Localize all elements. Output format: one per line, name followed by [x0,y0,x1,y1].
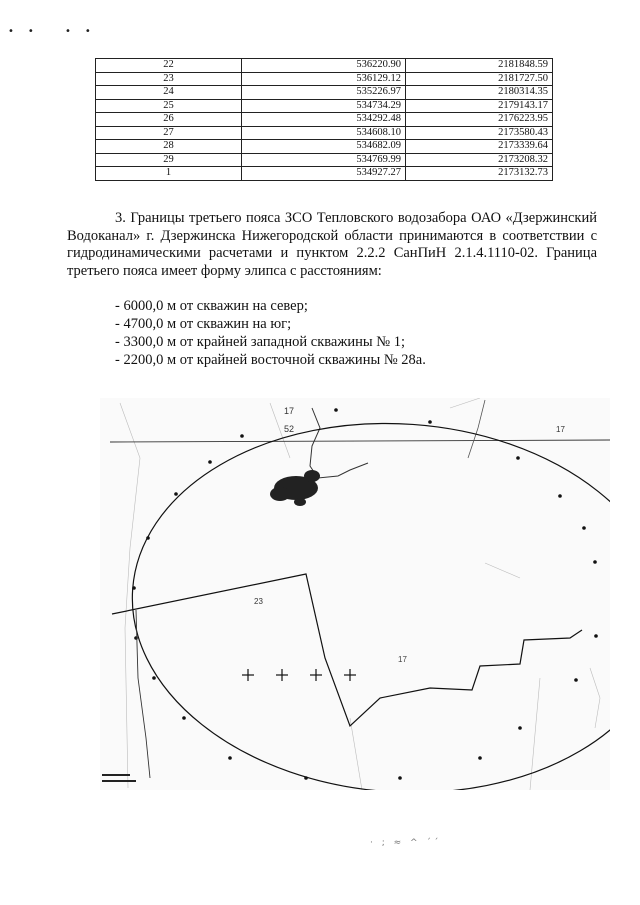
table-row [96,72,553,86]
table-cell-num: 24 [96,86,242,100]
table-cell-x: 536220.90 [242,59,406,73]
table-row [96,153,553,167]
table-cell-x: 534682.09 [242,140,406,154]
bottom-scribble: · ; ≈ ^ ´´ [370,838,442,848]
table-cell-num: 1 [96,167,242,181]
table-cell-y: 2173132.73 [406,167,553,181]
table-row [96,99,553,113]
table-cell-x: 536129.12 [242,72,406,86]
table-row [96,126,553,140]
zone-map-drawing [100,398,610,790]
table-cell-x: 534292.48 [242,113,406,127]
distance-item-north: - 6000,0 м от скважин на север; [115,298,308,314]
table-cell-y: 2173208.32 [406,153,553,167]
distance-item-south: - 4700,0 м от скважин на юг; [115,316,292,332]
table-cell-num: 23 [96,72,242,86]
table-cell-x: 534927.27 [242,167,406,181]
map-label-23: 23 [254,597,263,606]
distance-item-east: - 2200,0 м от крайней восточной скважины № 28а. [115,352,426,368]
map-label-17-center: 17 [398,655,407,664]
map-label-17-top: 17 [284,406,295,416]
distance-item-west: - 3300,0 м от крайней западной скважины № 1; [115,334,405,350]
table-cell-y: 2181727.50 [406,72,553,86]
map-label-52: 52 [284,424,295,434]
table-cell-x: 535226.97 [242,86,406,100]
table-row [96,167,553,181]
table-cell-num: 25 [96,99,242,113]
map-label-17-right: 17 [556,425,565,434]
coordinates-table [95,58,553,181]
table-row [96,86,553,100]
zone-boundary-paragraph [67,210,597,280]
table-cell-y: 2179143.17 [406,99,553,113]
table-cell-y: 2181848.59 [406,59,553,73]
table-cell-x: 534608.10 [242,126,406,140]
table-cell-y: 2176223.95 [406,113,553,127]
table-cell-y: 2173580.43 [406,126,553,140]
table-cell-num: 28 [96,140,242,154]
map-background [100,398,610,790]
table-cell-num: 29 [96,153,242,167]
table-row [96,113,553,127]
paragraph-text: 3. Границы третьего пояса ЗСО Тепловского водозабора ОАО «Дзержинский Водоканал» г. Дзержинска Нижегородской области принимаются в соответствии с гидродинамическими расчетами и пунктом 2.2.2 СанПиН 2.1.4.1110-02. Граница третьего пояса имеет форму элипса с расстояниям: [67,210,597,279]
table-cell-x: 534734.29 [242,99,406,113]
distance-list [115,297,426,369]
table-cell-num: 22 [96,59,242,73]
corner-marks: •• •• [8,26,105,37]
table-cell-y: 2173339.64 [406,140,553,154]
zone-map [100,398,610,790]
table-row [96,140,553,154]
table-cell-y: 2180314.35 [406,86,553,100]
table-cell-x: 534769.99 [242,153,406,167]
table-cell-num: 27 [96,126,242,140]
table-cell-num: 26 [96,113,242,127]
table-row [96,59,553,73]
